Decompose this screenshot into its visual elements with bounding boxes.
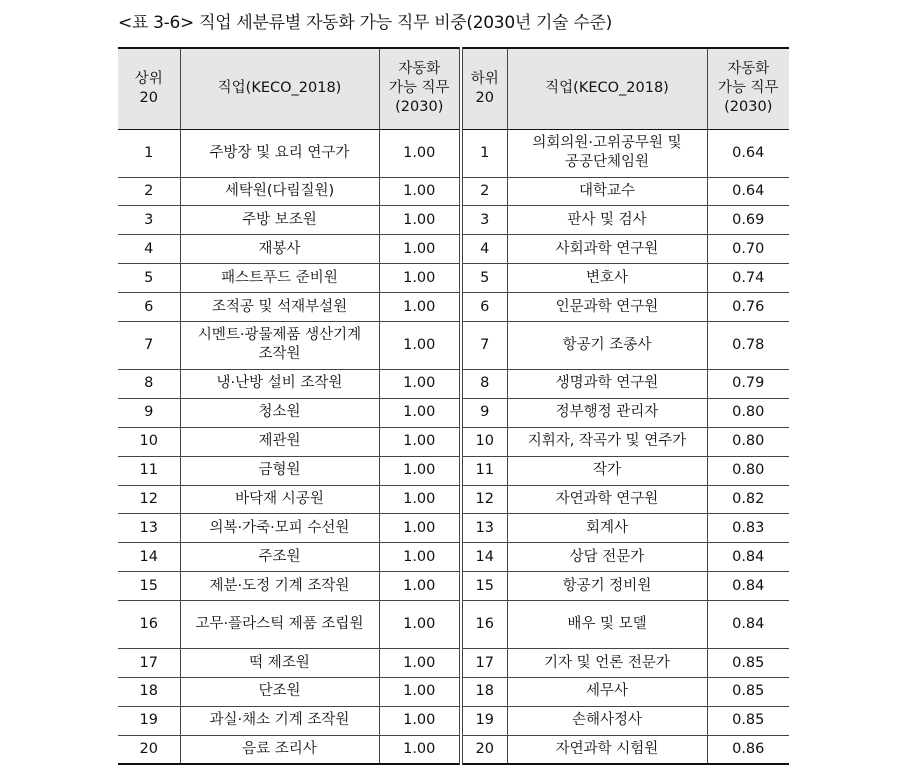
table-row (118, 398, 789, 427)
table-row (118, 649, 789, 678)
top-value-cell: 1.00 (379, 427, 461, 456)
bottom-rank-cell: 5 (461, 264, 507, 293)
top-rank-cell: 20 (118, 735, 180, 764)
bottom-job-cell: 사회과학 연구원 (507, 235, 707, 264)
top-rank-cell: 18 (118, 677, 180, 706)
bottom-job-cell: 회계사 (507, 514, 707, 543)
bottom-value-cell: 0.80 (707, 456, 789, 485)
top-rank-cell: 8 (118, 369, 180, 398)
table-body (118, 129, 789, 764)
top-rank-cell: 13 (118, 514, 180, 543)
top-job-cell: 세탁원(다림질원) (180, 177, 379, 206)
top-rank-cell: 6 (118, 293, 180, 322)
table-row (118, 293, 789, 322)
table-row (118, 264, 789, 293)
top-job-cell: 단조원 (180, 677, 379, 706)
top-job-cell: 떡 제조원 (180, 649, 379, 678)
top-job-cell: 고무·플라스틱 제품 조립원 (180, 601, 379, 649)
top-value-cell: 1.00 (379, 177, 461, 206)
top-rank-cell: 17 (118, 649, 180, 678)
table-caption: <표 3-6> 직업 세분류별 자동화 가능 직무 비중(2030년 기술 수준) (118, 13, 612, 33)
table-row (118, 177, 789, 206)
top-job-cell: 바닥재 시공원 (180, 485, 379, 514)
bottom-value-cell: 0.79 (707, 369, 789, 398)
top-rank-cell: 4 (118, 235, 180, 264)
table-row (118, 601, 789, 649)
header-bottom-rank: 하위 20 (461, 48, 507, 129)
bottom-job-cell: 자연과학 연구원 (507, 485, 707, 514)
bottom-job-cell: 지휘자, 작곡가 및 연주가 (507, 427, 707, 456)
table-row (118, 485, 789, 514)
header-top-rank: 상위 20 (118, 48, 180, 129)
top-rank-cell: 14 (118, 543, 180, 572)
bottom-value-cell: 0.64 (707, 177, 789, 206)
bottom-job-cell: 상담 전문가 (507, 543, 707, 572)
bottom-job-cell: 판사 및 검사 (507, 206, 707, 235)
table-row (118, 235, 789, 264)
top-job-cell: 시멘트·광물제품 생산기계 조작원 (180, 321, 379, 369)
bottom-job-cell: 항공기 정비원 (507, 572, 707, 601)
bottom-job-cell: 기자 및 언론 전문가 (507, 649, 707, 678)
top-job-cell: 금형원 (180, 456, 379, 485)
bottom-value-cell: 0.78 (707, 321, 789, 369)
bottom-value-cell: 0.76 (707, 293, 789, 322)
bottom-value-cell: 0.84 (707, 572, 789, 601)
top-job-cell: 냉·난방 설비 조작원 (180, 369, 379, 398)
top-job-cell: 주방장 및 요리 연구가 (180, 129, 379, 177)
top-value-cell: 1.00 (379, 485, 461, 514)
top-value-cell: 1.00 (379, 129, 461, 177)
table-row (118, 206, 789, 235)
table-row (118, 735, 789, 764)
top-value-cell: 1.00 (379, 293, 461, 322)
bottom-value-cell: 0.80 (707, 427, 789, 456)
bottom-job-cell: 인문과학 연구원 (507, 293, 707, 322)
top-rank-cell: 9 (118, 398, 180, 427)
bottom-value-cell: 0.64 (707, 129, 789, 177)
top-job-cell: 과실·채소 기계 조작원 (180, 706, 379, 735)
bottom-job-cell: 작가 (507, 456, 707, 485)
top-job-cell: 음료 조리사 (180, 735, 379, 764)
bottom-rank-cell: 12 (461, 485, 507, 514)
bottom-job-cell: 대학교수 (507, 177, 707, 206)
bottom-job-cell: 의회의원·고위공무원 및 공공단체임원 (507, 129, 707, 177)
bottom-value-cell: 0.74 (707, 264, 789, 293)
top-rank-cell: 11 (118, 456, 180, 485)
bottom-rank-cell: 3 (461, 206, 507, 235)
top-rank-cell: 15 (118, 572, 180, 601)
bottom-rank-cell: 16 (461, 601, 507, 649)
bottom-rank-cell: 9 (461, 398, 507, 427)
bottom-rank-cell: 4 (461, 235, 507, 264)
bottom-rank-cell: 7 (461, 321, 507, 369)
table-row (118, 677, 789, 706)
bottom-job-cell: 생명과학 연구원 (507, 369, 707, 398)
bottom-job-cell: 항공기 조종사 (507, 321, 707, 369)
bottom-rank-cell: 2 (461, 177, 507, 206)
top-value-cell: 1.00 (379, 572, 461, 601)
bottom-job-cell: 자연과학 시험원 (507, 735, 707, 764)
table-row (118, 129, 789, 177)
table-row (118, 572, 789, 601)
top-job-cell: 의복·가죽·모피 수선원 (180, 514, 379, 543)
bottom-rank-cell: 14 (461, 543, 507, 572)
top-value-cell: 1.00 (379, 369, 461, 398)
top-value-cell: 1.00 (379, 321, 461, 369)
top-value-cell: 1.00 (379, 677, 461, 706)
top-rank-cell: 16 (118, 601, 180, 649)
bottom-value-cell: 0.84 (707, 543, 789, 572)
bottom-rank-cell: 15 (461, 572, 507, 601)
table-row (118, 427, 789, 456)
bottom-job-cell: 변호사 (507, 264, 707, 293)
bottom-rank-cell: 18 (461, 677, 507, 706)
bottom-value-cell: 0.85 (707, 706, 789, 735)
bottom-job-cell: 정부행정 관리자 (507, 398, 707, 427)
bottom-rank-cell: 19 (461, 706, 507, 735)
top-rank-cell: 1 (118, 129, 180, 177)
top-value-cell: 1.00 (379, 206, 461, 235)
top-job-cell: 패스트푸드 준비원 (180, 264, 379, 293)
top-rank-cell: 3 (118, 206, 180, 235)
top-job-cell: 청소원 (180, 398, 379, 427)
bottom-rank-cell: 8 (461, 369, 507, 398)
bottom-value-cell: 0.85 (707, 677, 789, 706)
table-row (118, 456, 789, 485)
table-row (118, 514, 789, 543)
bottom-rank-cell: 20 (461, 735, 507, 764)
top-value-cell: 1.00 (379, 601, 461, 649)
automation-ratio-table (118, 47, 789, 765)
table-row (118, 543, 789, 572)
top-rank-cell: 10 (118, 427, 180, 456)
bottom-value-cell: 0.83 (707, 514, 789, 543)
bottom-rank-cell: 10 (461, 427, 507, 456)
top-rank-cell: 12 (118, 485, 180, 514)
bottom-value-cell: 0.69 (707, 206, 789, 235)
top-rank-cell: 19 (118, 706, 180, 735)
top-value-cell: 1.00 (379, 235, 461, 264)
top-value-cell: 1.00 (379, 456, 461, 485)
bottom-rank-cell: 1 (461, 129, 507, 177)
header-job-2: 직업(KECO_2018) (507, 48, 707, 129)
header-automation-value-2: 자동화 가능 직무 (2030) (707, 48, 789, 129)
bottom-value-cell: 0.80 (707, 398, 789, 427)
bottom-value-cell: 0.85 (707, 649, 789, 678)
bottom-rank-cell: 17 (461, 649, 507, 678)
bottom-value-cell: 0.82 (707, 485, 789, 514)
table-row (118, 369, 789, 398)
bottom-value-cell: 0.86 (707, 735, 789, 764)
bottom-rank-cell: 13 (461, 514, 507, 543)
bottom-value-cell: 0.84 (707, 601, 789, 649)
top-value-cell: 1.00 (379, 514, 461, 543)
top-job-cell: 제분·도정 기계 조작원 (180, 572, 379, 601)
top-job-cell: 재봉사 (180, 235, 379, 264)
bottom-job-cell: 세무사 (507, 677, 707, 706)
top-rank-cell: 7 (118, 321, 180, 369)
top-value-cell: 1.00 (379, 543, 461, 572)
header-automation-value: 자동화 가능 직무 (2030) (379, 48, 461, 129)
table-row (118, 706, 789, 735)
header-job: 직업(KECO_2018) (180, 48, 379, 129)
bottom-rank-cell: 6 (461, 293, 507, 322)
top-value-cell: 1.00 (379, 264, 461, 293)
bottom-job-cell: 배우 및 모델 (507, 601, 707, 649)
top-rank-cell: 2 (118, 177, 180, 206)
top-value-cell: 1.00 (379, 398, 461, 427)
top-value-cell: 1.00 (379, 735, 461, 764)
top-job-cell: 주방 보조원 (180, 206, 379, 235)
bottom-job-cell: 손해사정사 (507, 706, 707, 735)
top-job-cell: 조적공 및 석재부설원 (180, 293, 379, 322)
table-row (118, 321, 789, 369)
top-value-cell: 1.00 (379, 649, 461, 678)
bottom-rank-cell: 11 (461, 456, 507, 485)
top-value-cell: 1.00 (379, 706, 461, 735)
top-job-cell: 주조원 (180, 543, 379, 572)
header-row (118, 48, 789, 129)
bottom-value-cell: 0.70 (707, 235, 789, 264)
top-rank-cell: 5 (118, 264, 180, 293)
top-job-cell: 제관원 (180, 427, 379, 456)
